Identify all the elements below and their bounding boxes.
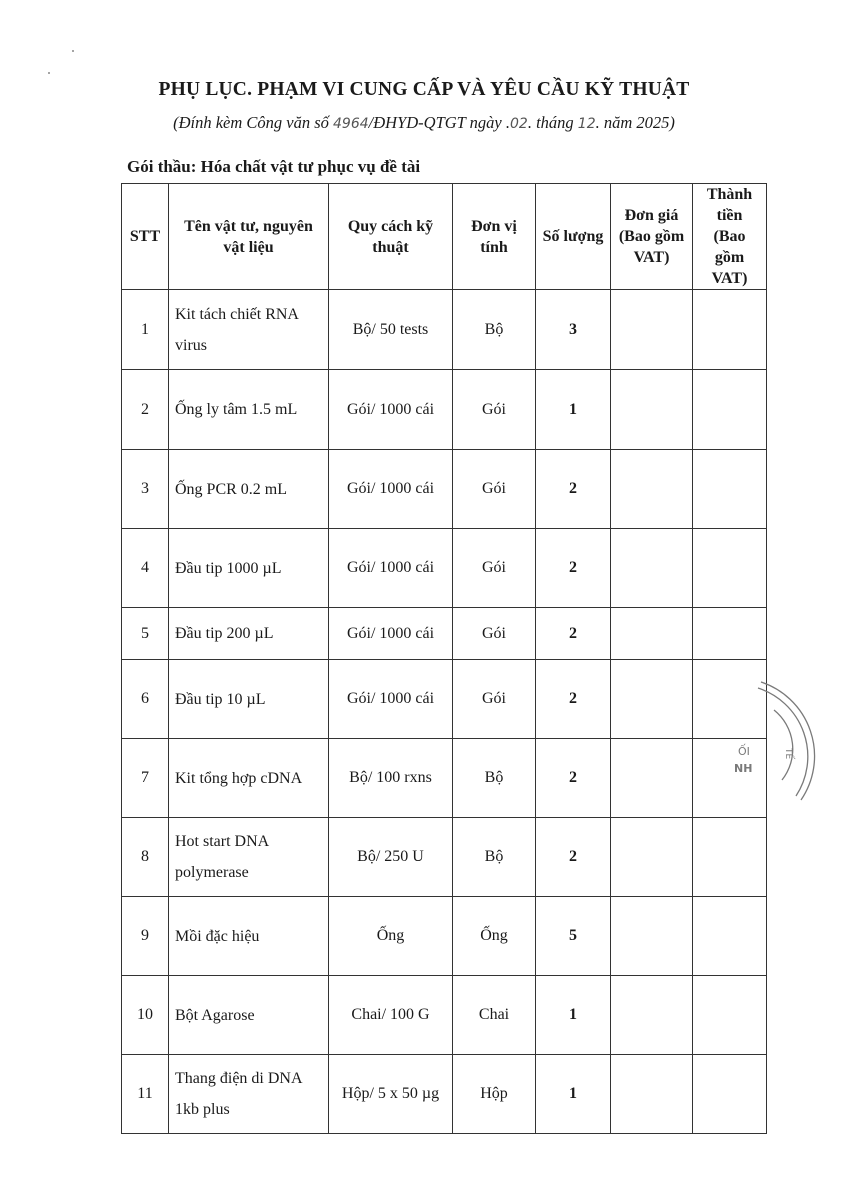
cell-stt: 2 <box>122 370 169 450</box>
cell-stt: 4 <box>122 529 169 608</box>
header-name: Tên vật tư, nguyên vật liệu <box>169 184 329 290</box>
cell-unit-price <box>611 290 693 370</box>
cell-stt: 8 <box>122 818 169 897</box>
cell-unit: Bộ <box>453 739 536 818</box>
header-unit: Đơn vị tính <box>453 184 536 290</box>
cell-qty: 2 <box>536 739 611 818</box>
cell-spec: Gói/ 1000 cái <box>329 608 453 660</box>
cell-name: Mồi đặc hiệu <box>169 897 329 976</box>
cell-unit: Gói <box>453 529 536 608</box>
cell-unit: Ống <box>453 897 536 976</box>
cell-name: Đầu tip 1000 µL <box>169 529 329 608</box>
cell-name: Hot start DNA polymerase <box>169 818 329 897</box>
subtitle-mid2: . tháng <box>527 113 578 132</box>
subtitle-mid1: /ĐHYD-QTGT ngày . <box>368 113 510 132</box>
cell-stt: 1 <box>122 290 169 370</box>
cell-stt: 6 <box>122 660 169 739</box>
cell-total <box>693 1055 767 1134</box>
scan-speck <box>48 72 50 74</box>
cell-unit-price <box>611 976 693 1055</box>
cell-name: Ống PCR 0.2 mL <box>169 450 329 529</box>
cell-unit: Gói <box>453 370 536 450</box>
subtitle-suffix: . năm 2025) <box>595 113 675 132</box>
cell-unit: Chai <box>453 976 536 1055</box>
cell-spec: Gói/ 1000 cái <box>329 660 453 739</box>
table-row <box>122 818 767 897</box>
cell-unit: Bộ <box>453 290 536 370</box>
cell-qty: 3 <box>536 290 611 370</box>
cell-name: Ống ly tâm 1.5 mL <box>169 370 329 450</box>
cell-unit-price <box>611 370 693 450</box>
cell-qty: 2 <box>536 608 611 660</box>
svg-text:ỐI: ỐI <box>738 745 750 758</box>
cell-unit: Gói <box>453 450 536 529</box>
package-label: Gói thầu: Hóa chất vật tư phục vụ đề tài <box>127 157 421 176</box>
cell-stt: 11 <box>122 1055 169 1134</box>
cell-qty: 2 <box>536 450 611 529</box>
table-row <box>122 897 767 976</box>
cell-name: Kit tổng hợp cDNA <box>169 739 329 818</box>
table-row <box>122 739 767 818</box>
cell-qty: 5 <box>536 897 611 976</box>
cell-total <box>693 450 767 529</box>
cell-unit-price <box>611 1055 693 1134</box>
table-row <box>122 450 767 529</box>
cell-qty: 1 <box>536 370 611 450</box>
cell-unit-price <box>611 529 693 608</box>
cell-name: Thang điện di DNA 1kb plus <box>169 1055 329 1134</box>
cell-stt: 3 <box>122 450 169 529</box>
page-title: PHỤ LỤC. PHẠM VI CUNG CẤP VÀ YÊU CẦU KỸ THUẬT <box>158 79 690 100</box>
cell-spec: Hộp/ 5 x 50 µg <box>329 1055 453 1134</box>
header-unit-price: Đơn giá (Bao gồm VAT) <box>611 184 693 290</box>
cell-name: Đầu tip 200 µL <box>169 608 329 660</box>
day-handwritten: 02 <box>510 116 528 132</box>
cell-unit: Gói <box>453 608 536 660</box>
cell-unit-price <box>611 897 693 976</box>
cell-spec: Gói/ 1000 cái <box>329 370 453 450</box>
subtitle-prefix: (Đính kèm Công văn số <box>173 113 334 132</box>
table-row <box>122 529 767 608</box>
header-spec: Quy cách kỹ thuật <box>329 184 453 290</box>
svg-text:TẾ: TẾ <box>783 748 793 760</box>
header-total: Thành tiền (Bao gồm VAT) <box>693 184 767 290</box>
cell-qty: 1 <box>536 1055 611 1134</box>
cell-stt: 5 <box>122 608 169 660</box>
cell-total <box>693 608 767 660</box>
cell-total <box>693 529 767 608</box>
cell-spec: Bộ/ 250 U <box>329 818 453 897</box>
cell-total <box>693 897 767 976</box>
table-row <box>122 290 767 370</box>
svg-text:NH: NH <box>734 762 753 775</box>
cell-total <box>693 290 767 370</box>
cell-name: Bột Agarose <box>169 976 329 1055</box>
cell-total <box>693 370 767 450</box>
header-qty: Số lượng <box>536 184 611 290</box>
scan-speck <box>72 50 74 52</box>
cell-name: Kit tách chiết RNA virus <box>169 290 329 370</box>
cell-spec: Ống <box>329 897 453 976</box>
cell-name: Đầu tip 10 µL <box>169 660 329 739</box>
cell-qty: 1 <box>536 976 611 1055</box>
cell-spec: Bộ/ 100 rxns <box>329 739 453 818</box>
cell-spec: Gói/ 1000 cái <box>329 529 453 608</box>
cell-unit-price <box>611 450 693 529</box>
cell-stt: 10 <box>122 976 169 1055</box>
cell-stt: 7 <box>122 739 169 818</box>
cell-qty: 2 <box>536 529 611 608</box>
cell-spec: Gói/ 1000 cái <box>329 450 453 529</box>
seal-stamp <box>716 680 848 840</box>
table-header-row <box>122 184 767 290</box>
cell-spec: Bộ/ 50 tests <box>329 290 453 370</box>
table-row <box>122 976 767 1055</box>
month-handwritten: 12 <box>577 116 596 132</box>
cell-unit-price <box>611 608 693 660</box>
header-stt: STT <box>122 184 169 290</box>
table-row <box>122 608 767 660</box>
cell-qty: 2 <box>536 818 611 897</box>
cell-stt: 9 <box>122 897 169 976</box>
table-row <box>122 660 767 739</box>
cell-unit: Hộp <box>453 1055 536 1134</box>
cell-unit-price <box>611 818 693 897</box>
cell-unit-price <box>611 660 693 739</box>
page-subtitle <box>0 113 848 133</box>
cell-total <box>693 976 767 1055</box>
cell-qty: 2 <box>536 660 611 739</box>
cell-unit-price <box>611 739 693 818</box>
items-table <box>121 183 767 1134</box>
doc-number-handwritten: 4964 <box>333 116 369 132</box>
cell-unit: Gói <box>453 660 536 739</box>
table-row <box>122 370 767 450</box>
cell-spec: Chai/ 100 G <box>329 976 453 1055</box>
table-row <box>122 1055 767 1134</box>
cell-unit: Bộ <box>453 818 536 897</box>
